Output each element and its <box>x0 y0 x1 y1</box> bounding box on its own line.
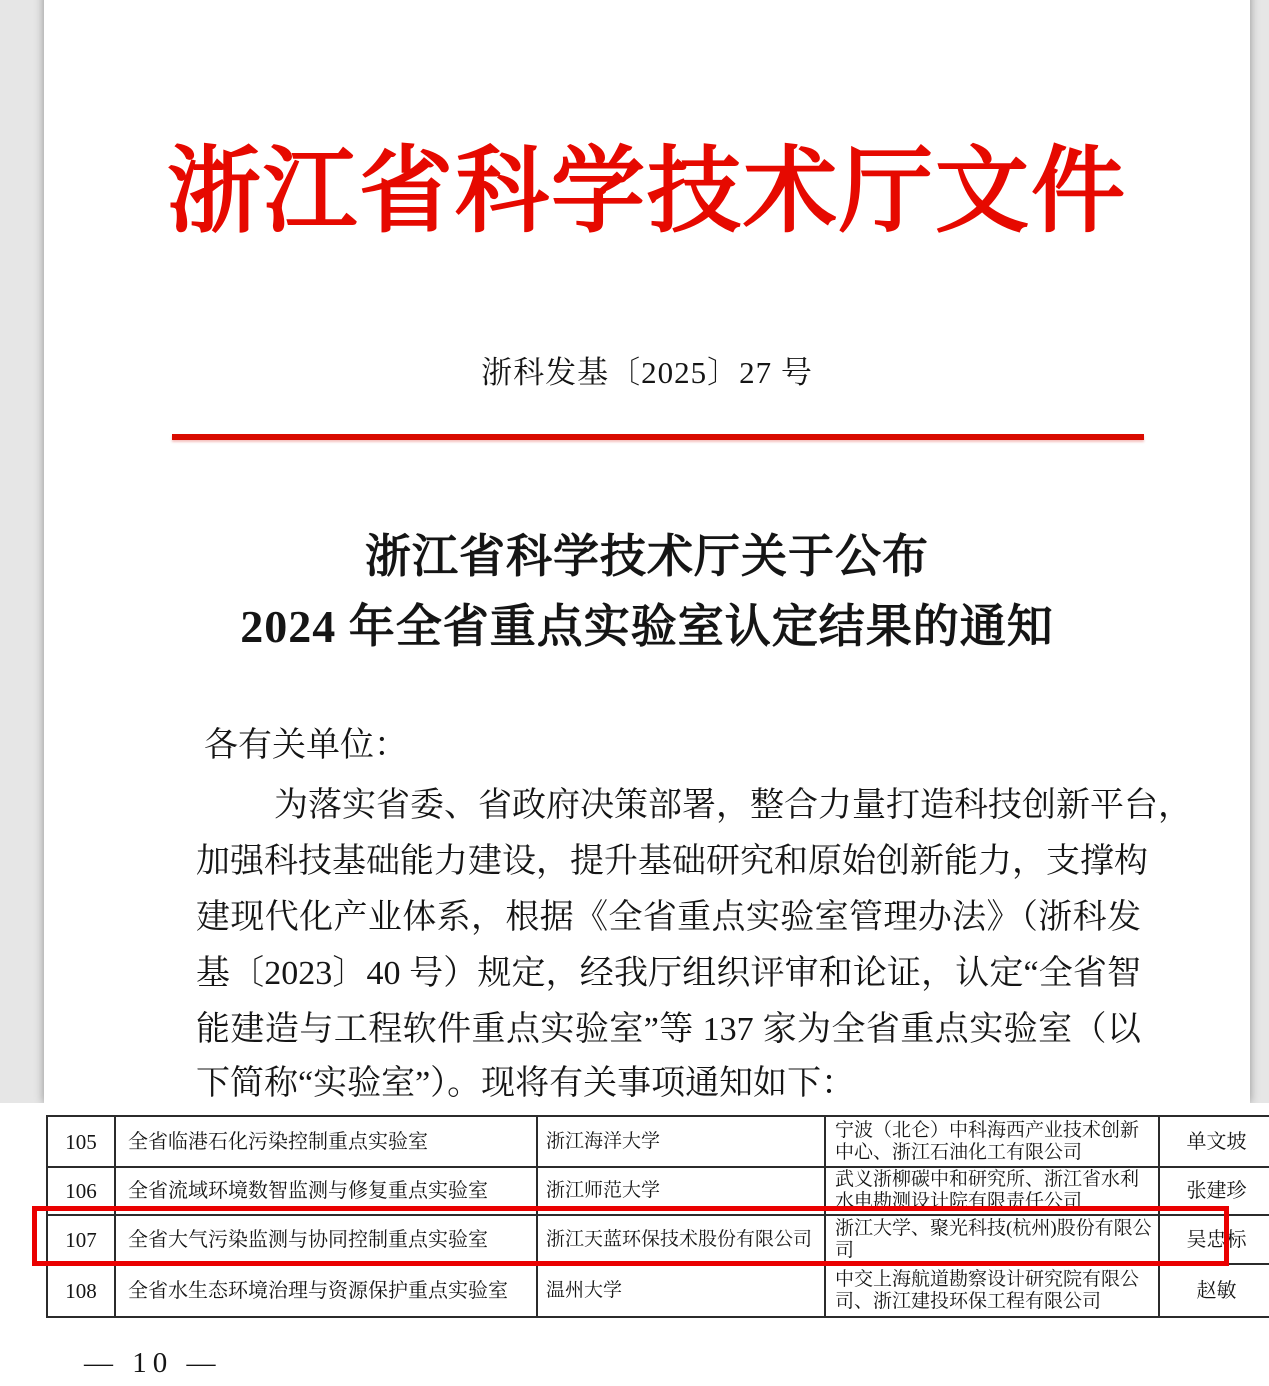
director-cell: 单文坡 <box>1159 1116 1269 1167</box>
host-unit-cell: 浙江师范大学 <box>537 1167 825 1215</box>
document-number: 浙科发基〔2025〕27 号 <box>481 355 813 390</box>
row-number-cell: 106 <box>47 1167 115 1215</box>
director-cell: 吴忠标 <box>1159 1215 1269 1264</box>
partner-units-cell: 中交上海航道勘察设计研究院有限公司、浙江建投环保工程有限公司 <box>825 1264 1159 1317</box>
table-row <box>47 1264 1269 1317</box>
notice-title-line-1: 浙江省科学技术厅关于公布 <box>365 531 929 582</box>
lab-name-cell: 全省水生态环境治理与资源保护重点实验室 <box>115 1264 537 1317</box>
body-line: 下简称“实验室”）。现将有关事项通知如下： <box>196 1065 856 1102</box>
director-cell: 张建珍 <box>1159 1167 1269 1215</box>
body-line: 建现代化产业体系，根据《全省重点实验室管理办法》（浙科发 <box>196 899 1141 936</box>
host-unit-cell: 浙江海洋大学 <box>537 1116 825 1167</box>
row-number-cell: 108 <box>47 1264 115 1317</box>
director-cell: 赵敏 <box>1159 1264 1269 1317</box>
lab-table-screenshot <box>0 1103 1269 1386</box>
red-separator-line <box>172 434 1144 440</box>
page-number: — 10 — <box>84 1347 222 1379</box>
document-page <box>44 0 1250 1103</box>
body-line: 为落实省委、省政府决策部署，整合力量打造科技创新平台， <box>274 787 1192 824</box>
body-line: 基〔2023〕40 号）规定，经我厅组织评审和论证，认定“全省智 <box>196 955 1141 992</box>
row-number-cell: 105 <box>47 1116 115 1167</box>
salutation: 各有关单位： <box>204 727 408 764</box>
notice-title-line-2: 2024 年全省重点实验室认定结果的通知 <box>240 601 1054 652</box>
lab-name-cell: 全省大气污染监测与协同控制重点实验室 <box>115 1215 537 1264</box>
red-highlight-box-row-107 <box>32 1206 1229 1266</box>
row-number-cell: 107 <box>47 1215 115 1264</box>
lab-name-cell: 全省临港石化污染控制重点实验室 <box>115 1116 537 1167</box>
body-line: 能建造与工程软件重点实验室”等 137 家为全省重点实验室（以 <box>196 1011 1141 1048</box>
host-unit-cell: 浙江天蓝环保技术股份有限公司 <box>537 1215 825 1264</box>
partner-units-cell: 浙江大学、聚光科技(杭州)股份有限公司 <box>825 1215 1159 1264</box>
table-row <box>47 1116 1269 1167</box>
body-line: 加强科技基础能力建设，提升基础研究和原始创新能力，支撑构 <box>196 843 1148 880</box>
lab-name-cell: 全省流域环境数智监测与修复重点实验室 <box>115 1167 537 1215</box>
host-unit-cell: 温州大学 <box>537 1264 825 1317</box>
partner-units-cell: 宁波（北仑）中科海西产业技术创新中心、浙江石油化工有限公司 <box>825 1116 1159 1167</box>
partner-units-cell: 武义浙柳碳中和研究所、浙江省水利水电勘测设计院有限责任公司 <box>825 1167 1159 1215</box>
red-banner-title: 浙江省科学技术厅文件 <box>166 140 1127 244</box>
